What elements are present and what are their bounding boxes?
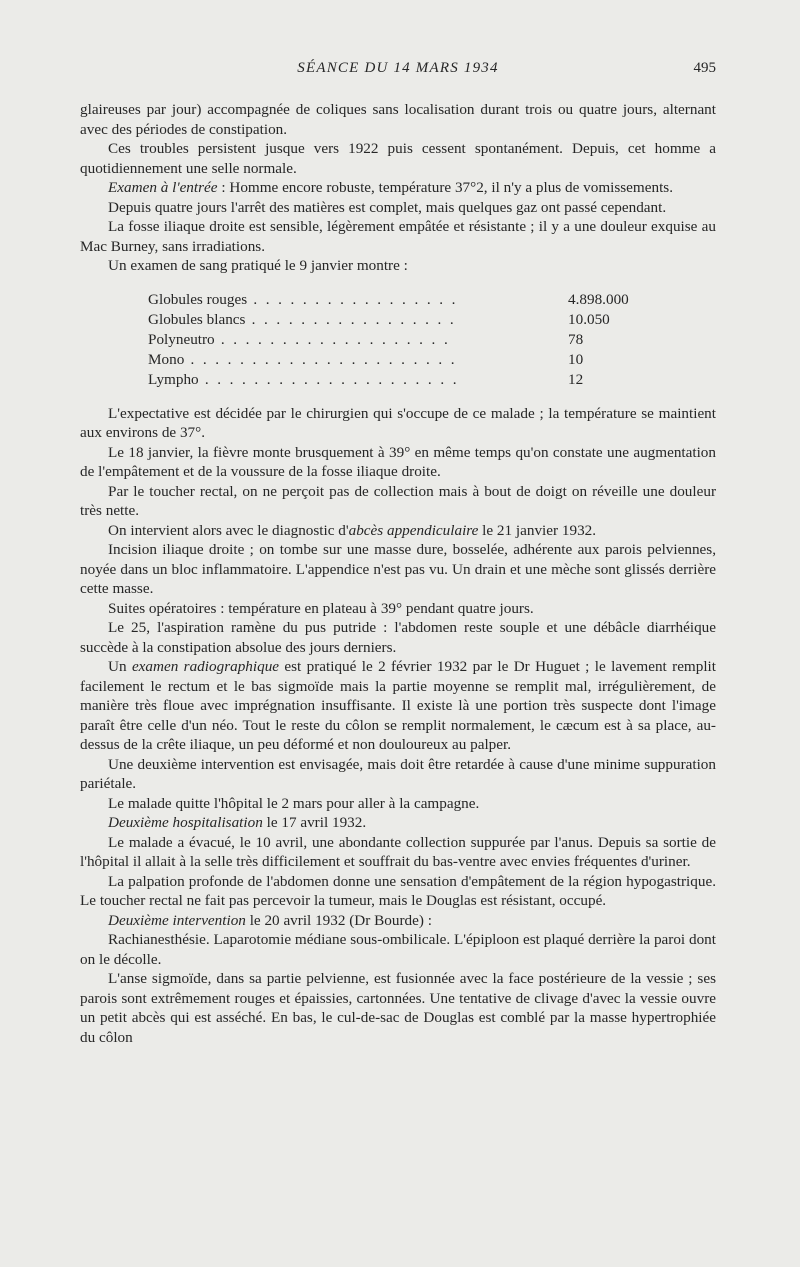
paragraph: Deuxième intervention le 20 avril 1932 (Dr Bourde) : <box>108 911 432 929</box>
row-label: Mono <box>148 350 185 368</box>
table-row <box>148 370 648 390</box>
italic-heading: Deuxième intervention <box>108 911 246 929</box>
leader-dots: . . . . . . . . . . . . . . . . . . . <box>214 330 451 348</box>
blood-count-table <box>148 290 648 390</box>
paragraph: On intervient alors avec le diagnostic d'abcès appendiculaire le 21 janvier 1932. <box>108 521 597 539</box>
row-value: 10 <box>568 350 584 368</box>
row-label: Polyneutro <box>148 330 215 348</box>
paragraph: La fosse iliaque droite est sensible, légèrement empâtée et résistante ; il y a une douleur exquise au Mac Burney, sans irradiations. <box>80 218 716 255</box>
table-row <box>148 310 648 330</box>
italic-heading: Deuxième hospitalisation <box>108 814 263 831</box>
table-row <box>148 290 648 310</box>
paragraph: Le malade a évacué, le 10 avril, une abondante collection suppurée par l'anus. Depuis sa sortie de l'hôpital il allait à la selle très difficilement et souffrait du bas-ventre avec envies fréquentes d'uriner. <box>80 833 716 870</box>
paragraph: Le malade quitte l'hôpital le 2 mars pour aller à la campagne. <box>108 794 480 812</box>
paragraph: Un examen de sang pratiqué le 9 janvier montre : <box>108 257 408 274</box>
paragraph: Par le toucher rectal, on ne perçoit pas de collection mais à bout de doigt on réveille une douleur très nette. <box>80 482 716 519</box>
paragraph: Deuxième hospitalisation le 17 avril 1932. <box>108 814 367 831</box>
italic-heading: Examen à l'entrée <box>108 179 218 196</box>
paragraph: Depuis quatre jours l'arrêt des matières est complet, mais quelques gaz ont passé cependant. <box>108 198 667 216</box>
row-value: 10.050 <box>568 310 610 328</box>
leader-dots: . . . . . . . . . . . . . . . . . . . . . <box>198 370 459 388</box>
page-header <box>80 60 716 84</box>
leader-dots: . . . . . . . . . . . . . . . . . <box>245 310 457 328</box>
paragraph: Suites opératoires : température en plateau à 39° pendant quatre jours. <box>108 599 534 617</box>
row-value: 78 <box>568 330 584 348</box>
paragraph: Ces troubles persistent jusque vers 1922 puis cessent spontanément. Depuis, cet homme a quotidiennement une selle normale. <box>80 140 716 177</box>
leader-dots: . . . . . . . . . . . . . . . . . <box>247 290 458 308</box>
paragraph: Rachianesthésie. Laparotomie médiane sous-ombilicale. L'épiploon est plaqué derrière la paroi dont on le décolle. <box>80 931 716 968</box>
paragraph: Le 18 janvier, la fièvre monte brusquement à 39° en même temps qu'on constate une augmentation de l'empâtement et de la voussure de la fosse iliaque droite. <box>80 443 716 480</box>
page-number: 495 <box>693 60 716 76</box>
table-row <box>148 330 648 350</box>
row-label: Lympho <box>148 370 199 388</box>
paragraph: Le 25, l'aspiration ramène du pus putride : l'abdomen reste souple et une débâcle diarrhéique succède à la constipation absolue des jours derniers. <box>80 619 716 656</box>
row-value: 12 <box>568 370 584 388</box>
paragraph: Incision iliaque droite ; on tombe sur une masse dure, bosselée, adhérente aux parois pelviennes, noyée dans un bloc inflammatoire. L'appendice n'est pas vu. Un drain et une mèche sont glissés derrière cette masse. <box>80 541 716 597</box>
paragraph: Examen à l'entrée : Homme encore robuste, température 37°2, il n'y a plus de vomissements. <box>108 179 674 196</box>
paragraph: Un examen radiographique est pratiqué le 2 février 1932 par le Dr Huguet ; le lavement remplit facilement le rectum et le bas sigmoïde mais la partie moyenne se remplit mal, irrégulièrement, de manière très floue avec imprégnation insuffisante. Il existe là une portion très suspecte dont l'image paraît être celle d'un néo. Tout le reste du côlon se remplit normalement, le cæcum est à sa place, au-dessus de la crête iliaque, un peu déformé et non douloureux au palper. <box>80 658 716 753</box>
paragraph: L'anse sigmoïde, dans sa partie pelvienne, est fusionnée avec la face postérieure de la vessie ; ses parois sont extrêmement rouges et épaissies, cartonnées. Une tentative de clivage d'avec la vessie ouvre un petit abcès qui est asséché. En bas, le cul-de-sac de Douglas est comblé par la masse hypertrophiée du côlon <box>80 970 716 1046</box>
row-value: 4.898.000 <box>568 290 629 308</box>
row-label: Globules rouges <box>148 290 248 308</box>
table-row <box>148 350 648 370</box>
paragraph: Une deuxième intervention est envisagée, mais doit être retardée à cause d'une minime suppuration pariétale. <box>80 755 716 792</box>
running-title: SÉANCE DU 14 MARS 1934 <box>297 60 499 76</box>
paragraph: L'expectative est décidée par le chirurgien qui s'occupe de ce malade ; la température se maintient aux environs de 37°. <box>80 404 716 441</box>
paragraph: La palpation profonde de l'abdomen donne une sensation d'empâtement de la région hypogastrique. Le toucher rectal ne fait pas percevoir la tumeur, mais le Douglas est résistant, occupé. <box>80 872 716 909</box>
italic-phrase: abcès appendiculaire <box>348 521 479 539</box>
paragraph: glaireuses par jour) accompagnée de coliques sans localisation durant trois ou quatre jours, alternant avec des périodes de constipation. <box>80 101 716 138</box>
italic-phrase: examen radiographique <box>131 658 280 675</box>
body-text <box>80 100 716 1047</box>
leader-dots: . . . . . . . . . . . . . . . . . . . . . . <box>184 350 457 368</box>
row-label: Globules blancs <box>148 310 246 328</box>
